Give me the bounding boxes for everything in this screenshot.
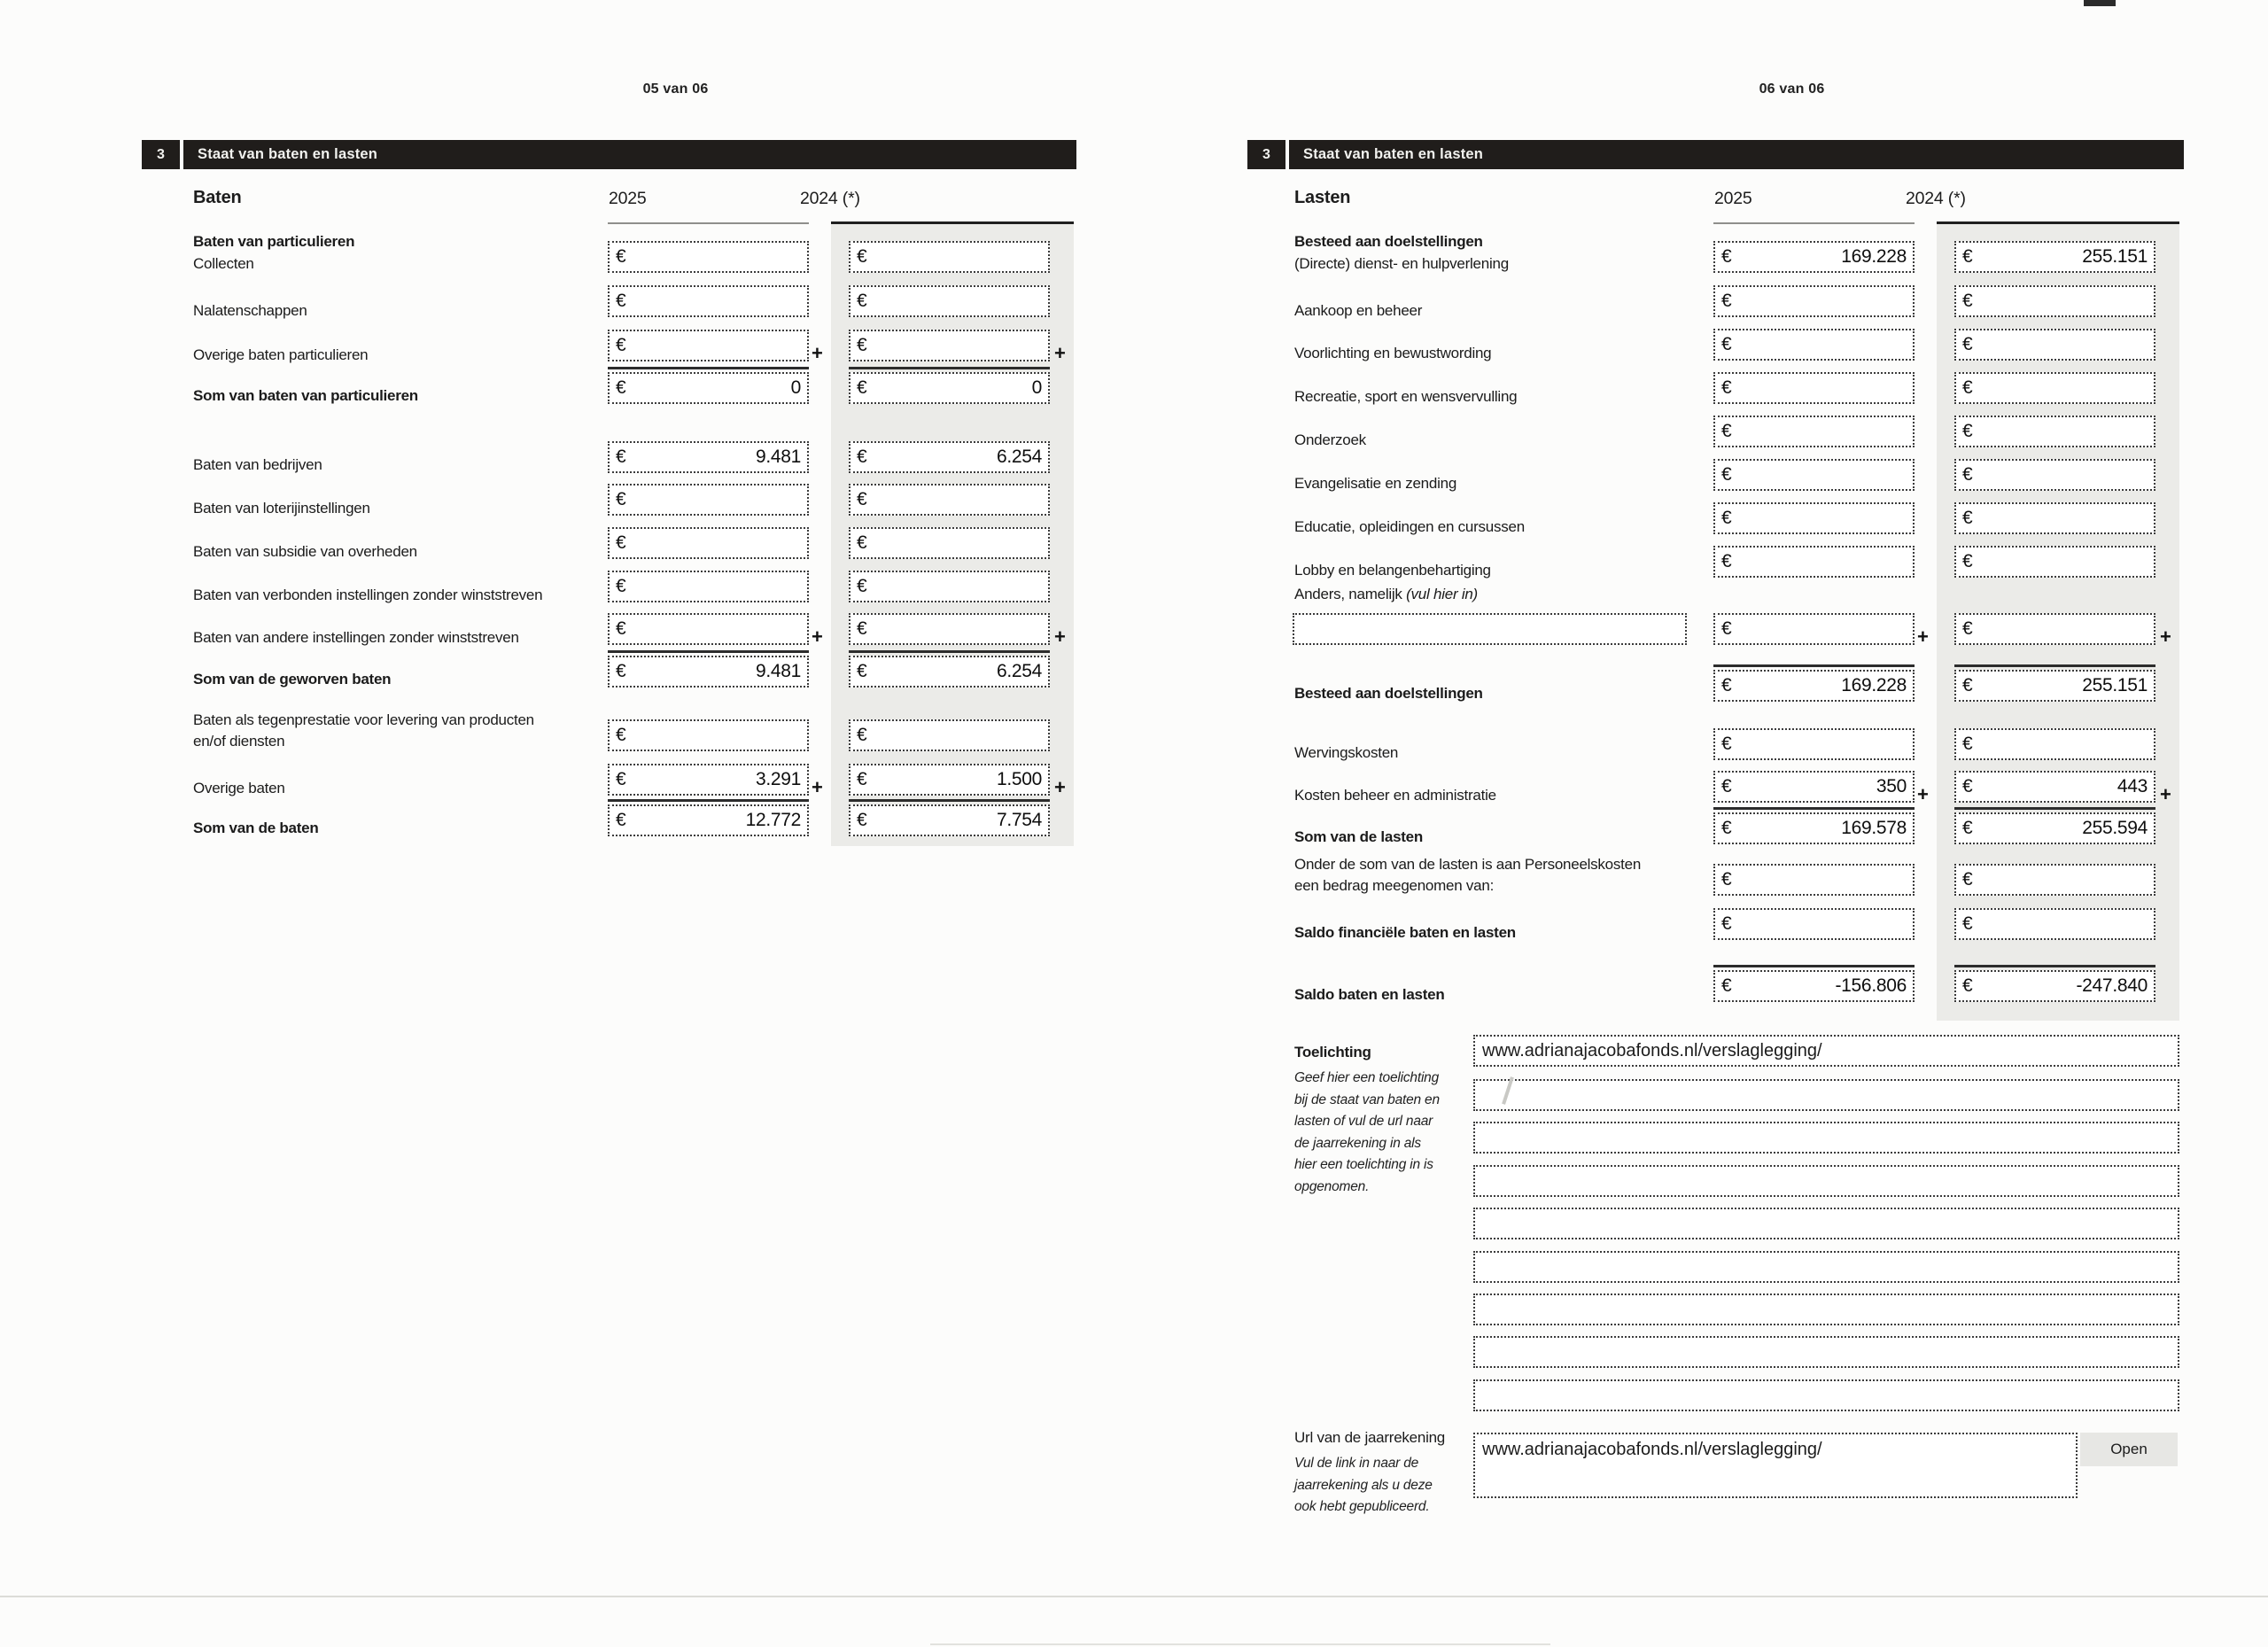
row-label: Baten van loterijinstellingen (193, 500, 370, 517)
amount-field-2025[interactable] (1713, 771, 1915, 803)
euro-sign: € (616, 725, 626, 745)
euro-sign: € (857, 447, 867, 467)
column-header-2024: 2024 (*) (1906, 189, 1966, 208)
euro-sign: € (1721, 675, 1732, 695)
amount-field-2025[interactable] (608, 764, 809, 796)
amount-value: -156.806 (1835, 975, 1907, 996)
amount-field-2024[interactable] (849, 571, 1050, 602)
amount-field-2025[interactable] (608, 527, 809, 559)
euro-sign: € (857, 576, 867, 596)
amount-value: 443 (2117, 776, 2148, 796)
sum-line (849, 650, 1050, 653)
page-number: 05 van 06 (642, 82, 709, 97)
euro-sign: € (1721, 975, 1732, 996)
amount-field-2024[interactable] (849, 656, 1050, 688)
row-label: Saldo financiële baten en lasten (1294, 924, 1516, 941)
euro-sign: € (1721, 913, 1732, 934)
toelichting-hint: Geef hier een toelichting bij de staat van baten en lasten of vul de url naar de jaarrekening in als hier een toelichting in is opgenomen. (1294, 1070, 1440, 1194)
amount-field-2024[interactable] (1954, 329, 2155, 361)
row-label: Saldo baten en lasten (1294, 986, 1445, 1003)
sum-line (608, 367, 809, 369)
toelichting-row[interactable] (1473, 1336, 2179, 1368)
plus-sign: + (1917, 783, 1929, 805)
amount-value: 6.254 (996, 661, 1042, 681)
euro-sign: € (616, 769, 626, 789)
row-label: Overige baten (193, 780, 285, 796)
toelichting-row[interactable] (1473, 1294, 2179, 1325)
euro-sign: € (616, 618, 626, 639)
plus-sign: + (812, 776, 823, 798)
row-label: Besteed aan doelstellingen (1294, 233, 1483, 250)
sum-line (608, 799, 809, 802)
amount-field-2025[interactable] (1713, 908, 1915, 940)
amount-field-2024[interactable] (849, 613, 1050, 645)
sum-line (608, 650, 809, 653)
euro-sign: € (616, 576, 626, 596)
euro-sign: € (616, 335, 626, 355)
euro-sign: € (616, 532, 626, 553)
euro-sign: € (1962, 618, 1973, 639)
column-rule (831, 221, 1074, 224)
amount-value: 350 (1876, 776, 1907, 796)
euro-sign: € (1721, 246, 1732, 267)
amount-field-2025[interactable] (1713, 416, 1915, 447)
amount-field-2024[interactable] (1954, 812, 2155, 844)
row-label: Recreatie, sport en wensvervulling (1294, 388, 1518, 405)
plus-sign: + (1054, 625, 1066, 648)
row-label: Baten van particulieren (193, 233, 355, 250)
table-title-lasten: Lasten (1294, 188, 1351, 207)
euro-sign: € (1721, 869, 1732, 890)
euro-sign: € (1962, 377, 1973, 398)
euro-sign: € (1962, 334, 1973, 354)
row-label: Som van de geworven baten (193, 671, 392, 688)
toelichting-row[interactable] (1473, 1122, 2179, 1154)
euro-sign: € (857, 618, 867, 639)
euro-sign: € (857, 769, 867, 789)
jaarrekening-url-input[interactable] (1473, 1433, 2078, 1498)
toelichting-row[interactable] (1473, 1379, 2179, 1411)
jaarrekening-url-hint: Vul de link in naar de jaarrekening als u deze ook hebt gepubliceerd. (1294, 1456, 1433, 1514)
amount-field-2025[interactable] (608, 330, 809, 361)
row-label: Onder de som van de lasten is aan Personeelskosten (1294, 856, 1642, 873)
row-label: en/of diensten (193, 733, 285, 750)
amount-value: -247.840 (2076, 975, 2148, 996)
amount-field-2024[interactable] (849, 484, 1050, 516)
section-header-bar (183, 140, 1076, 169)
sum-line (1713, 807, 1915, 810)
scan-artifact-line (0, 1596, 2268, 1597)
euro-sign: € (616, 489, 626, 509)
row-label: Baten van andere instellingen zonder winststreven (193, 629, 519, 646)
euro-sign: € (1962, 734, 1973, 754)
euro-sign: € (1962, 869, 1973, 890)
amount-field-2024[interactable] (1954, 546, 2155, 578)
row-label: Onderzoek (1294, 431, 1366, 448)
column-rule (1937, 221, 2179, 224)
plus-sign: + (1054, 342, 1066, 364)
sum-line (1713, 664, 1915, 667)
plus-sign: + (812, 625, 823, 648)
amount-field-2025[interactable] (1713, 459, 1915, 491)
euro-sign: € (1721, 377, 1732, 398)
euro-sign: € (1721, 776, 1732, 796)
section-number-box: 3 (142, 140, 180, 169)
scan-artifact (2084, 0, 2116, 6)
row-label: Baten als tegenprestatie voor levering van producten (193, 711, 534, 728)
euro-sign: € (857, 810, 867, 830)
amount-value: 6.254 (996, 447, 1042, 467)
amount-field-2024[interactable] (1954, 502, 2155, 534)
amount-field-2025[interactable] (1713, 613, 1915, 645)
euro-sign: € (1962, 464, 1973, 485)
euro-sign: € (1962, 551, 1973, 571)
amount-value: 169.578 (1841, 818, 1907, 838)
row-label: Voorlichting en bewustwording (1294, 345, 1492, 361)
amount-field-2025[interactable] (1713, 970, 1915, 1002)
column-rule (1713, 222, 1915, 224)
amount-field-2025[interactable] (608, 613, 809, 645)
euro-sign: € (1962, 975, 1973, 996)
euro-sign: € (1721, 818, 1732, 838)
amount-field-2025[interactable] (608, 656, 809, 688)
row-label: Educatie, opleidingen en cursussen (1294, 518, 1525, 535)
row-label: Besteed aan doelstellingen (1294, 685, 1483, 702)
page-number: 06 van 06 (1759, 82, 1825, 97)
row-label: Wervingskosten (1294, 744, 1399, 761)
open-button[interactable]: Open (2080, 1433, 2178, 1466)
amount-field-2024[interactable] (1954, 908, 2155, 940)
euro-sign: € (1962, 291, 1973, 311)
plus-sign: + (812, 342, 823, 364)
euro-sign: € (1721, 734, 1732, 754)
anders-text-field[interactable] (1293, 613, 1687, 645)
euro-sign: € (616, 291, 626, 311)
amount-value: 255.594 (2082, 818, 2148, 838)
plus-sign: + (1917, 625, 1929, 648)
row-label: Overige baten particulieren (193, 346, 369, 363)
sum-line (1954, 807, 2155, 810)
row-label: Som van de lasten (1294, 828, 1424, 845)
euro-sign: € (1721, 551, 1732, 571)
amount-field-2024[interactable] (1954, 372, 2155, 404)
amount-field-2024[interactable] (1954, 241, 2155, 273)
table-title-baten: Baten (193, 188, 242, 207)
toelichting-row[interactable] (1473, 1208, 2179, 1239)
amount-value: 1.500 (996, 769, 1042, 789)
amount-value: 9.481 (755, 661, 801, 681)
row-label: Som van de baten (193, 820, 319, 836)
amount-field-2024[interactable] (1954, 670, 2155, 702)
amount-value: 9.481 (755, 447, 801, 467)
amount-field-2024[interactable] (1954, 285, 2155, 317)
euro-sign: € (857, 246, 867, 267)
euro-sign: € (1962, 421, 1973, 441)
amount-field-2025[interactable] (608, 441, 809, 473)
euro-sign: € (1721, 421, 1732, 441)
amount-field-2025[interactable] (608, 719, 809, 751)
row-label: Collecten (193, 255, 254, 272)
column-header-2024: 2024 (*) (800, 189, 860, 208)
amount-field-2024[interactable] (849, 804, 1050, 836)
amount-field-2024[interactable] (849, 441, 1050, 473)
row-label: Baten van subsidie van overheden (193, 543, 417, 560)
euro-sign: € (1721, 464, 1732, 485)
amount-field-2024[interactable] (1954, 459, 2155, 491)
euro-sign: € (1721, 334, 1732, 354)
amount-value: 255.151 (2082, 675, 2148, 695)
euro-sign: € (1721, 291, 1732, 311)
toelichting-value: www.adrianajacobafonds.nl/verslaglegging/ (1482, 1040, 1822, 1060)
amount-field-2025[interactable] (608, 804, 809, 836)
sum-line (1954, 965, 2155, 967)
row-label: (Directe) dienst- en hulpverlening (1294, 255, 1509, 272)
row-label: Baten van bedrijven (193, 456, 322, 473)
euro-sign: € (1962, 913, 1973, 934)
euro-sign: € (1962, 675, 1973, 695)
row-label: Nalatenschappen (193, 302, 307, 319)
amount-value: 7.754 (996, 810, 1042, 830)
row-label: Som van baten van particulieren (193, 387, 418, 404)
toelichting-row[interactable] (1473, 1251, 2179, 1283)
amount-field-2025[interactable] (608, 571, 809, 602)
euro-sign: € (1962, 818, 1973, 838)
euro-sign: € (1721, 508, 1732, 528)
amount-value: 12.772 (745, 810, 801, 830)
plus-sign: + (1054, 776, 1066, 798)
section-header-bar (1289, 140, 2184, 169)
euro-sign: € (616, 246, 626, 267)
amount-field-2025[interactable] (1713, 864, 1915, 896)
amount-field-2024[interactable] (1954, 771, 2155, 803)
jaarrekening-url-label: Url van de jaarrekening (1294, 1429, 1446, 1446)
amount-value: 3.291 (755, 769, 801, 789)
amount-field-2025[interactable] (1713, 502, 1915, 534)
amount-field-2024[interactable] (849, 330, 1050, 361)
amount-field-2024[interactable] (849, 764, 1050, 796)
amount-field-2025[interactable] (608, 241, 809, 273)
euro-sign: € (857, 335, 867, 355)
amount-field-2025[interactable] (1713, 546, 1915, 578)
amount-value: 0 (1031, 377, 1042, 398)
amount-value: 255.151 (2082, 246, 2148, 267)
column-header-2025: 2025 (609, 189, 647, 208)
amount-field-2024[interactable] (849, 372, 1050, 404)
amount-field-2025[interactable] (608, 484, 809, 516)
row-label: Anders, namelijk (vul hier in) (1294, 586, 1478, 602)
euro-sign: € (857, 489, 867, 509)
amount-field-2024[interactable] (1954, 613, 2155, 645)
row-label: Evangelisatie en zending (1294, 475, 1457, 492)
row-label: Lobby en belangenbehartiging (1294, 562, 1491, 579)
amount-field-2025[interactable] (608, 285, 809, 317)
euro-sign: € (616, 377, 626, 398)
amount-field-2024[interactable] (1954, 416, 2155, 447)
row-label: Kosten beheer en administratie (1294, 787, 1496, 804)
amount-value: 169.228 (1841, 675, 1907, 695)
row-label: een bedrag meegenomen van: (1294, 877, 1495, 894)
amount-field-2024[interactable] (849, 527, 1050, 559)
amount-field-2024[interactable] (849, 241, 1050, 273)
euro-sign: € (1721, 618, 1732, 639)
amount-field-2024[interactable] (849, 719, 1050, 751)
toelichting-label: Toelichting (1294, 1044, 1371, 1060)
amount-field-2024[interactable] (1954, 970, 2155, 1002)
sum-line (1954, 664, 2155, 667)
amount-value: 0 (790, 377, 801, 398)
toelichting-row[interactable] (1473, 1079, 2179, 1111)
sum-line (849, 367, 1050, 369)
euro-sign: € (616, 661, 626, 681)
amount-field-2024[interactable] (1954, 864, 2155, 896)
amount-field-2025[interactable] (1713, 812, 1915, 844)
euro-sign: € (857, 532, 867, 553)
amount-field-2025[interactable] (608, 372, 809, 404)
amount-field-2025[interactable] (1713, 329, 1915, 361)
toelichting-row[interactable] (1473, 1165, 2179, 1197)
amount-field-2025[interactable] (1713, 372, 1915, 404)
euro-sign: € (1962, 776, 1973, 796)
euro-sign: € (616, 810, 626, 830)
sum-line (1713, 965, 1915, 967)
sum-line (849, 799, 1050, 802)
amount-field-2025[interactable] (1713, 241, 1915, 273)
jaarrekening-url-value: www.adrianajacobafonds.nl/verslaglegging/ (1482, 1440, 1822, 1459)
row-label: Aankoop en beheer (1294, 302, 1423, 319)
euro-sign: € (857, 725, 867, 745)
euro-sign: € (857, 377, 867, 398)
amount-field-2024[interactable] (1954, 728, 2155, 760)
column-header-2025: 2025 (1714, 189, 1752, 208)
plus-sign: + (2160, 783, 2171, 805)
section-title: Staat van baten en lasten (198, 146, 378, 162)
plus-sign: + (2160, 625, 2171, 648)
amount-field-2024[interactable] (849, 285, 1050, 317)
amount-value: 169.228 (1841, 246, 1907, 267)
toelichting-input[interactable] (1473, 1035, 2179, 1067)
section-number-box: 3 (1247, 140, 1285, 169)
euro-sign: € (1962, 246, 1973, 267)
section-title: Staat van baten en lasten (1303, 146, 1484, 162)
euro-sign: € (1962, 508, 1973, 528)
euro-sign: € (616, 447, 626, 467)
amount-field-2025[interactable] (1713, 285, 1915, 317)
amount-field-2025[interactable] (1713, 670, 1915, 702)
column-rule (608, 222, 809, 224)
scan-artifact-line (930, 1643, 1550, 1645)
row-label: Baten van verbonden instellingen zonder winststreven (193, 587, 543, 603)
euro-sign: € (857, 661, 867, 681)
euro-sign: € (857, 291, 867, 311)
amount-field-2025[interactable] (1713, 728, 1915, 760)
